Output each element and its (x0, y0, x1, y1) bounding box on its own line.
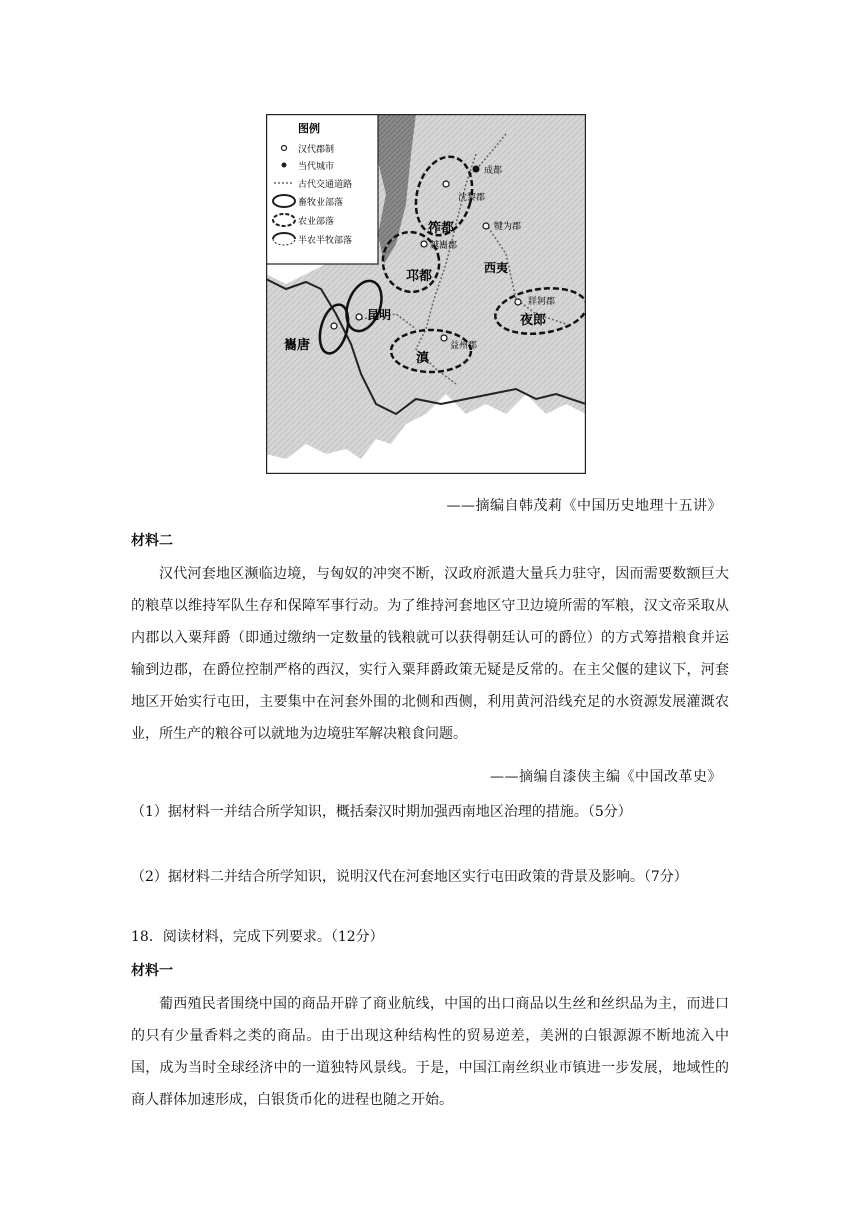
legend-label: 畜牧业部落 (298, 198, 344, 208)
source-citation: ——摘编自韩茂莉《中国历史地理十五讲》 (446, 498, 722, 514)
q18-material1-text: 葡西殖民者围绕中国的商品开辟了商业航线，中国的出口商品以生丝和丝织品为主，而进口的只有少量香料之类的商品。由于出现这种结构性的贸易逆差，美洲的白银源源不断地流入中国，成为当时全球经济中的一道独特风景线。于是，中国江南丝织业市镇进一步发展，地域性的商人群体加速形成，白银货币化的进程也随之开始。 (131, 996, 729, 1108)
material2-source: ——摘编自漆侠主编《中国改革史》 (490, 769, 722, 785)
yuexi-marker (421, 241, 427, 247)
xitang-marker (331, 323, 337, 329)
label-xitang: 巂唐 (284, 338, 311, 353)
kunming-marker (356, 314, 362, 320)
zangke-marker (515, 299, 521, 305)
legend-label: 汉代郡制 (298, 145, 335, 155)
map-svg (266, 114, 586, 474)
q18-material1-heading: 材料一 (131, 963, 173, 979)
legend-title: 图例 (298, 122, 320, 135)
label-xiyi: 西夷 (484, 261, 509, 275)
shenli-marker (443, 181, 449, 187)
label-yizhou: 益州郡 (450, 341, 478, 351)
question-1: （1）据材料一并结合所学知识，概括秦汉时期加强西南地区治理的措施。（5分） (131, 804, 632, 820)
filled-dot-icon (282, 163, 287, 168)
qianwei-marker (483, 223, 489, 229)
label-zangke: 牂牁郡 (528, 297, 556, 307)
legend-label: 当代城市 (298, 162, 335, 172)
question-18-title: 18．阅读材料，完成下列要求。（12分） (131, 929, 384, 945)
yizhou-marker (441, 335, 447, 341)
label-yelang: 夜郎 (520, 313, 547, 328)
legend-label: 古代交通道路 (298, 180, 353, 190)
legend-label: 半农半牧部落 (298, 236, 353, 246)
legend-label: 农业部落 (298, 217, 335, 227)
historical-map (266, 114, 586, 474)
label-qianwei: 犍为郡 (494, 222, 522, 232)
label-yuexi: 越巂郡 (430, 241, 458, 251)
label-qiongdu: 邛都 (406, 269, 433, 284)
question-2: （2）据材料二并结合所学知识，说明汉代在河套地区实行屯田政策的背景及影响。（7分） (131, 869, 688, 885)
label-kunming: 昆明 (367, 308, 392, 322)
material2-heading: 材料二 (131, 533, 173, 549)
label-dian: 滇 (416, 351, 430, 366)
chengdu-dot (473, 166, 480, 173)
label-shenli: 沈黎郡 (458, 193, 486, 203)
material2-text: 汉代河套地区濒临边境，与匈奴的冲突不断，汉政府派遣大量兵力驻守，因而需要数额巨大的粮草以维持军队生存和保障军事行动。为了维持河套地区守卫边境所需的军粮，汉文帝采取从内郡以入粟拜爵（即通过缴纳一定数量的钱粮就可以获得朝廷认可的爵位）的方式筹措粮食并运输到边郡，在爵位控制严格的西汉，实行入粟拜爵政策无疑是反常的。在主父偃的建议下，河套地区开始实行屯田，主要集中在河套外围的北侧和西侧，利用黄河沿线充足的水资源发展灌溉农业，所生产的粮谷可以就地为边境驻军解决粮食问题。 (131, 566, 729, 742)
label-chengdu: 成都 (484, 166, 503, 176)
label-zuodu: 筰都 (428, 221, 455, 236)
